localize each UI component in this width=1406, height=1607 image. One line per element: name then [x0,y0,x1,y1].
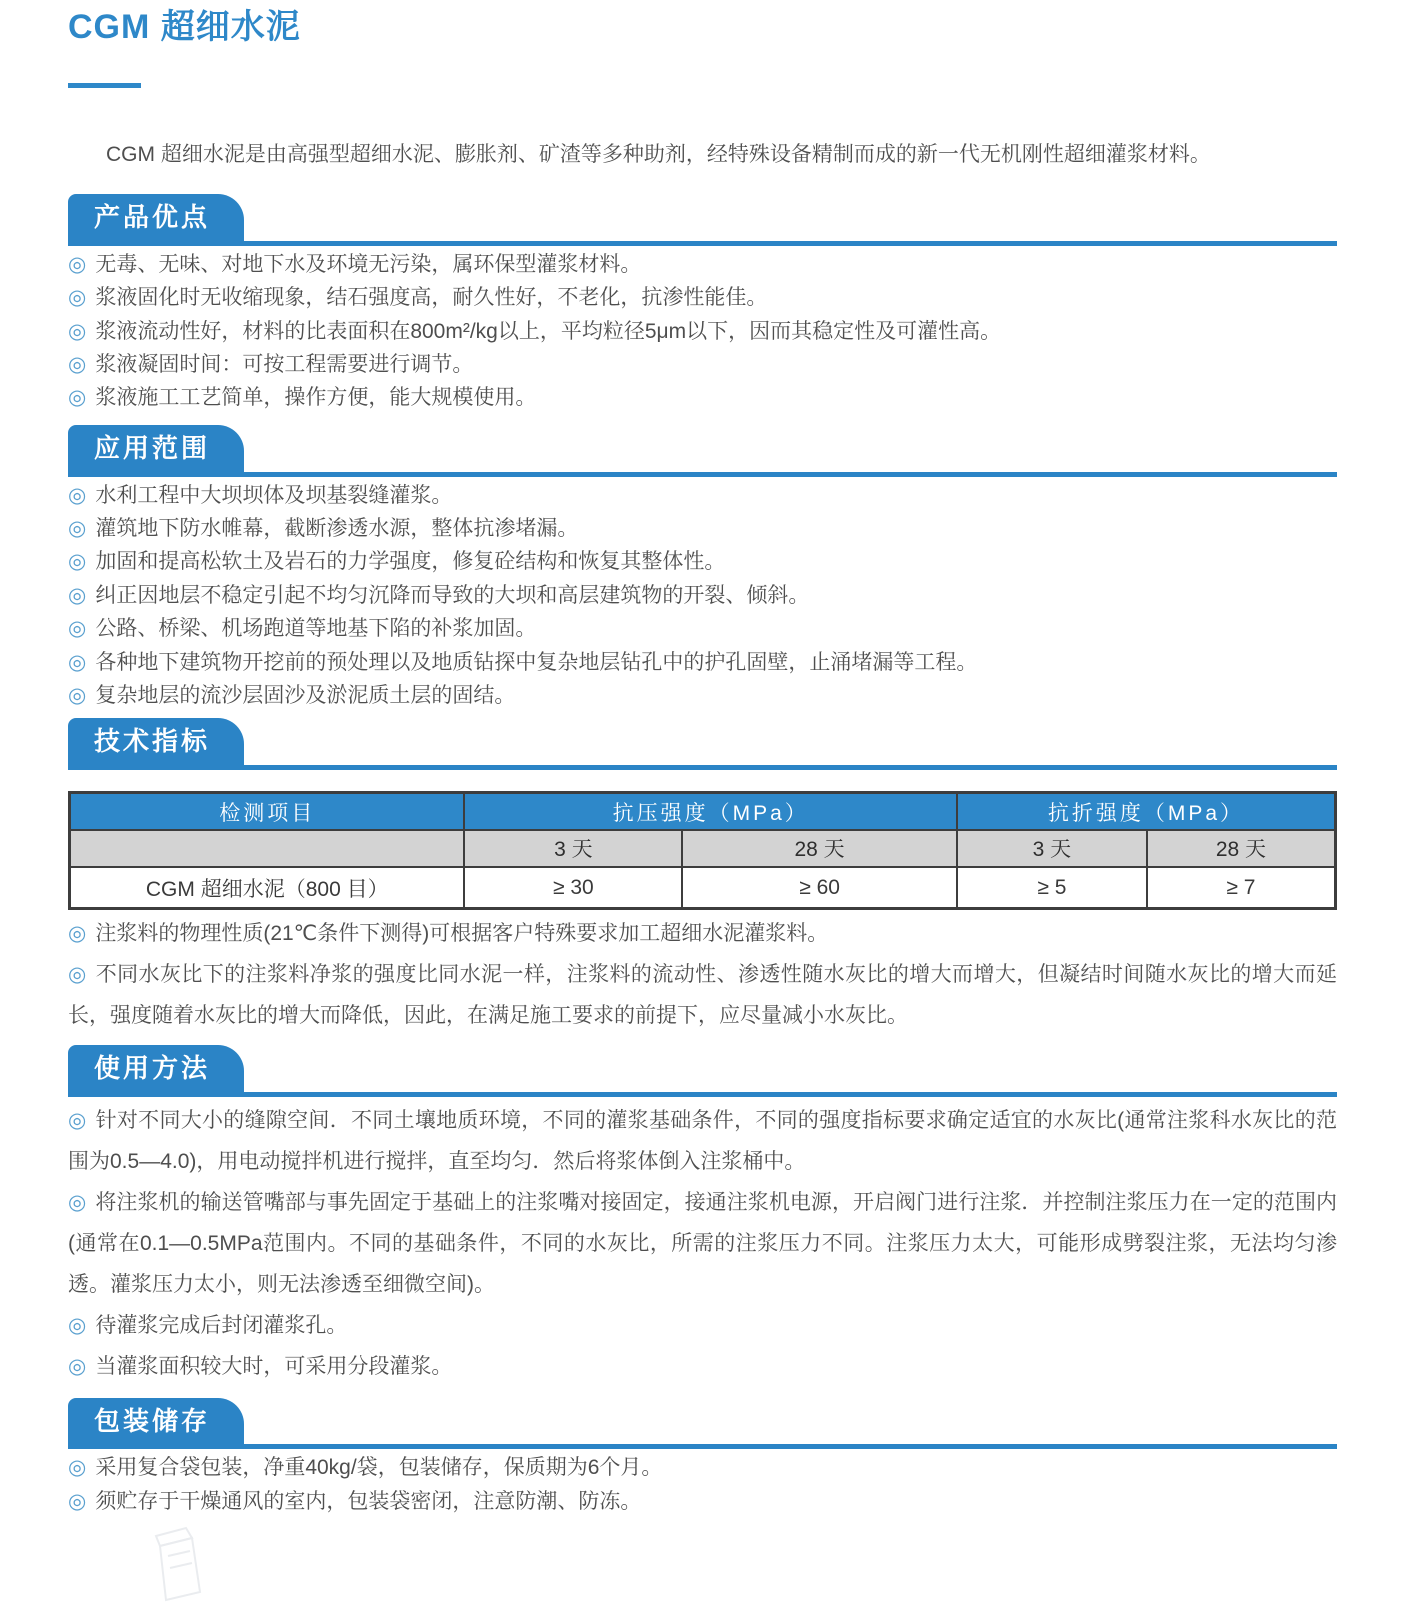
bullet-text: 浆液流动性好，材料的比表面积在800m²/kg以上，平均粒径5μm以下，因而其稳定性及可灌性高。 [95,319,1002,343]
title-underline [68,83,141,88]
bullet-text: 加固和提高松软土及岩石的力学强度，修复砼结构和恢复其整体性。 [95,550,726,574]
spec-table-header-row [70,793,1336,830]
spec-table-header-item: 检测项目 [70,793,465,830]
list-item [68,1306,1337,1347]
bullet-text: 无毒、无味、对地下水及环境无污染，属环保型灌浆材料。 [95,252,642,276]
spec-table-subheader-row [70,830,1336,867]
bullet-circle-icon: ◎ [68,963,87,987]
page-title: CGM 超细水泥 [68,8,301,46]
usage-list [68,1101,1337,1388]
bullet-circle-icon: ◎ [68,386,87,410]
section-header-usage [68,1045,1337,1097]
bullet-circle-icon: ◎ [68,922,87,946]
spec-table-subheader-3d: 3 天 [464,830,682,867]
packaging-list [68,1453,1337,1516]
bullet-text: 公路、桥梁、机场跑道等地基下陷的补浆加固。 [95,617,537,641]
bullet-circle-icon: ◎ [68,1190,87,1214]
applications-list [68,481,1337,711]
bullet-text: 浆液施工工艺简单，操作方便，能大规模使用。 [95,386,537,410]
list-item [68,614,1337,643]
list-item [68,283,1337,312]
list-item [68,648,1337,677]
spec-table [68,791,1337,910]
intro-paragraph: CGM 超细水泥是由高强型超细水泥、膨胀剂、矿渣等多种助剂，经特殊设备精制而成的新一代无机刚性超细灌浆材料。 [106,142,1211,166]
cement-bag-watermark-image [142,1522,206,1602]
list-item [68,955,1337,1037]
section-header-advantages [68,194,1337,246]
list-item [68,581,1337,610]
bullet-circle-icon: ◎ [68,319,87,343]
bullet-text: 纠正因地层不稳定引起不均匀沉降而导致的大坝和高层建筑物的开裂、倾斜。 [95,583,810,607]
bullet-text: 采用复合袋包装，净重40kg/袋，包装储存，保质期为6个月。 [95,1456,663,1480]
list-item [68,1183,1337,1306]
bullet-circle-icon: ◎ [68,684,87,708]
list-item [68,350,1337,379]
list-item [68,681,1337,710]
bullet-text: 浆液凝固时间：可按工程需要进行调节。 [95,353,474,376]
section-tab-advantages: 产品优点 [68,194,244,241]
bullet-text: 注浆料的物理性质(21℃条件下测得)可根据客户特殊要求加工超细水泥灌浆料。 [95,922,829,946]
bullet-circle-icon: ◎ [68,1313,87,1337]
spec-row-name: CGM 超细水泥（800 目） [70,867,465,909]
spec-table-header-compressive: 抗压强度（MPa） [464,793,956,830]
bullet-text: 灌筑地下防水帷幕，截断渗透水源，整体抗渗堵漏。 [95,517,579,541]
bullet-circle-icon: ◎ [68,286,87,310]
spec-table-subheader-28d-flex: 28 天 [1147,830,1336,867]
bullet-text: 将注浆机的输送管嘴部与事先固定于基础上的注浆嘴对接固定，接通注浆机电源，开启阀门进行注浆．并控制注浆压力在一定的范围内(通常在0.1—0.5MPa范围内。不同的基础条件，不同的水灰比，所需的注浆压力不同。注浆压力太大，可能形成劈裂注浆，无法均匀渗透。灌浆压力太小，则无法渗透至细微空间)。 [68,1190,1337,1296]
bullet-text: 当灌浆面积较大时，可采用分段灌浆。 [95,1354,453,1378]
advantages-list [68,250,1337,413]
bullet-circle-icon: ◎ [68,353,87,376]
list-item [68,1453,1337,1482]
bullet-circle-icon: ◎ [68,583,87,607]
spec-table-subheader-28d: 28 天 [682,830,957,867]
bullet-text: 水利工程中大坝坝体及坝基裂缝灌浆。 [95,483,453,507]
bullet-text: 须贮存于干燥通风的室内，包装袋密闭，注意防潮、防冻。 [95,1489,642,1513]
bullet-circle-icon: ◎ [68,1354,87,1378]
spec-value-flexural-3d: ≥ 5 [957,867,1147,909]
spec-table-subheader-3d-flex: 3 天 [957,830,1147,867]
bullet-text: 针对不同大小的缝隙空间．不同土壤地质环境，不同的灌浆基础条件，不同的强度指标要求确定适宜的水灰比(通常注浆科水灰比的范围为0.5—4.0)，用电动搅拌机进行搅拌，直至均匀．然后将浆体倒入注浆桶中。 [68,1109,1337,1173]
section-header-applications [68,425,1337,477]
bullet-circle-icon: ◎ [68,617,87,641]
bullet-circle-icon: ◎ [68,1489,87,1513]
list-item [68,547,1337,576]
bullet-text: 浆液固化时无收缩现象，结石强度高，耐久性好，不老化，抗渗性能佳。 [95,286,768,310]
bullet-text: 待灌浆完成后封闭灌浆孔。 [95,1313,348,1337]
spec-value-compressive-3d: ≥ 30 [464,867,682,909]
list-item [68,317,1337,346]
section-header-specs [68,718,1337,770]
bullet-circle-icon: ◎ [68,483,87,507]
spec-table-data-row [70,867,1336,909]
spec-value-compressive-28d: ≥ 60 [682,867,957,909]
bullet-circle-icon: ◎ [68,517,87,541]
bullet-circle-icon: ◎ [68,252,87,276]
section-tab-applications: 应用范围 [68,425,244,472]
bullet-circle-icon: ◎ [68,1456,87,1480]
spec-table-header-flexural: 抗折强度（MPa） [957,793,1336,830]
spec-table-subheader-empty [70,830,465,867]
section-tab-packaging: 包装储存 [68,1398,244,1445]
list-item [68,250,1337,279]
bullet-circle-icon: ◎ [68,650,87,674]
bullet-text: 不同水灰比下的注浆料净浆的强度比同水泥一样，注浆料的流动性、渗透性随水灰比的增大而增大，但凝结时间随水灰比的增大而延长，强度随着水灰比的增大而降低，因此，在满足施工要求的前提下，应尽量减小水灰比。 [68,963,1337,1028]
bullet-text: 复杂地层的流沙层固沙及淤泥质土层的固结。 [95,684,516,708]
bullet-text: 各种地下建筑物开挖前的预处理以及地质钻探中复杂地层钻孔中的护孔固壁，止涌堵漏等工程。 [95,650,978,674]
section-tab-usage: 使用方法 [68,1045,244,1092]
spec-value-flexural-28d: ≥ 7 [1147,867,1336,909]
bullet-circle-icon: ◎ [68,550,87,574]
list-item [68,481,1337,510]
specs-notes-list [68,914,1337,1037]
section-header-packaging [68,1398,1337,1450]
list-item [68,1487,1337,1516]
list-item [68,914,1337,955]
section-tab-specs: 技术指标 [68,718,244,765]
bullet-circle-icon: ◎ [68,1109,87,1132]
list-item [68,514,1337,543]
list-item [68,1347,1337,1388]
list-item [68,1101,1337,1183]
list-item [68,383,1337,412]
